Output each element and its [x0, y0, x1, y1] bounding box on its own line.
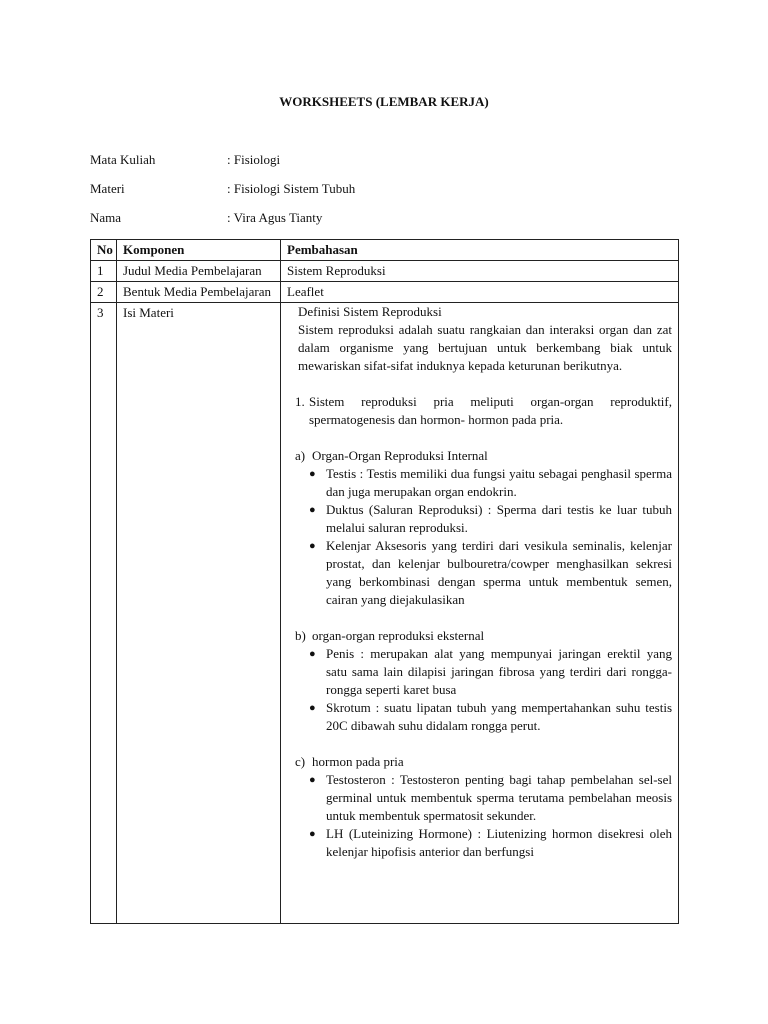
item-number: 1.	[295, 394, 305, 409]
list-item	[309, 645, 672, 699]
table-header-row	[91, 240, 679, 261]
item-text: Sistem reproduksi pria meliputi organ-organ reproduktif, spermatogenesis dan hormon- hormon pada pria.	[309, 394, 672, 427]
worksheet-table	[90, 239, 679, 924]
header-pembahasan: Pembahasan	[281, 240, 679, 261]
cell-no: 1	[91, 261, 117, 282]
subsection-title: hormon pada pria	[312, 754, 404, 769]
subsection-label: a)	[295, 448, 306, 463]
bullet-icon: ●	[309, 504, 316, 516]
subsection-c-list	[295, 771, 672, 861]
bullet-icon: ●	[309, 828, 316, 840]
meta-label: Nama	[90, 210, 122, 225]
list-item-text: Kelenjar Aksesoris yang terdiri dari vesikula seminalis, kelenjar prostat, dan kelenjar bulbouretra/cowper menghasilkan sekresi yang berkombinasi dengan sperma untuk membentuk semen, cairan yang diejakulasikan	[326, 538, 672, 607]
bullet-icon: ●	[309, 648, 316, 660]
list-item-text: Testis : Testis memiliki dua fungsi yaitu sebagai penghasil sperma dan juga merupakan organ endokrin.	[326, 466, 672, 499]
table-row	[91, 303, 679, 924]
subsection-label: c)	[295, 754, 306, 769]
meta-label: Materi	[90, 181, 125, 196]
page-title: WORKSHEETS (LEMBAR KERJA)	[279, 94, 489, 109]
list-item-text: Penis : merupakan alat yang mempunyai jaringan erektil yang satu sama lain dilapisi jaringan fibrosa yang terdiri dari rongga-rongga seperti karet busa	[326, 646, 672, 697]
numbered-item	[295, 393, 672, 429]
cell-pembahasan: Sistem Reproduksi	[281, 261, 679, 282]
list-item	[309, 465, 672, 501]
subsection-title: Organ-Organ Reproduksi Internal	[312, 448, 488, 463]
subsection-c-heading	[295, 753, 672, 771]
list-item-text: Duktus (Saluran Reproduksi) : Sperma dari testis ke luar tubuh melalui saluran reproduksi.	[326, 502, 672, 535]
list-item	[309, 501, 672, 537]
definition-title: Definisi Sistem Reproduksi	[298, 304, 442, 319]
subsection-a-heading	[295, 447, 672, 465]
list-item	[309, 825, 672, 861]
cell-content	[281, 303, 679, 924]
cell-no: 2	[91, 282, 117, 303]
cell-pembahasan: Leaflet	[281, 282, 679, 303]
subsection-label: b)	[295, 628, 306, 643]
bullet-icon: ●	[309, 468, 316, 480]
header-no: No	[91, 240, 117, 261]
meta-value: : Fisiologi	[227, 152, 281, 167]
subsection-title: organ-organ reproduksi eksternal	[312, 628, 485, 643]
list-item-text: Skrotum : suatu lipatan tubuh yang mempertahankan suhu testis 20C dibawah suhu didalam rongga perut.	[326, 700, 672, 733]
bullet-icon: ●	[309, 774, 316, 786]
meta-value: : Fisiologi Sistem Tubuh	[227, 181, 356, 196]
meta-value: : Vira Agus Tianty	[227, 210, 323, 225]
bullet-icon: ●	[309, 702, 316, 714]
subsection-b-list	[295, 645, 672, 735]
bullet-icon: ●	[309, 540, 316, 552]
meta-label: Mata Kuliah	[90, 152, 156, 167]
table-row	[91, 282, 679, 303]
table-row	[91, 261, 679, 282]
cell-komponen: Judul Media Pembelajaran	[117, 261, 281, 282]
definition-body: Sistem reproduksi adalah suatu rangkaian dan interaksi organ dan zat dalam organisme yang bertujuan untuk berkembang biak untuk mewariskan sifat-sifat induknya kepada keturunan berikutnya.	[298, 322, 672, 373]
content-body	[295, 303, 672, 923]
cell-komponen: Bentuk Media Pembelajaran	[117, 282, 281, 303]
cell-komponen: Isi Materi	[117, 303, 281, 924]
list-item	[309, 771, 672, 825]
list-item	[309, 537, 672, 609]
subsection-a-list	[295, 465, 672, 609]
list-item-text: Testosteron : Testosteron penting bagi tahap pembelahan sel-sel germinal untuk membentuk sperma terutama pembelahan meosis untuk membentuk spermatosit sekunder.	[326, 772, 672, 823]
header-komponen: Komponen	[117, 240, 281, 261]
list-item	[309, 699, 672, 735]
cell-no: 3	[91, 303, 117, 924]
list-item-text: LH (Luteinizing Hormone) : Liutenizing hormon disekresi oleh kelenjar hipofisis anterior dan berfungsi	[326, 826, 672, 859]
subsection-b-heading	[295, 627, 672, 645]
